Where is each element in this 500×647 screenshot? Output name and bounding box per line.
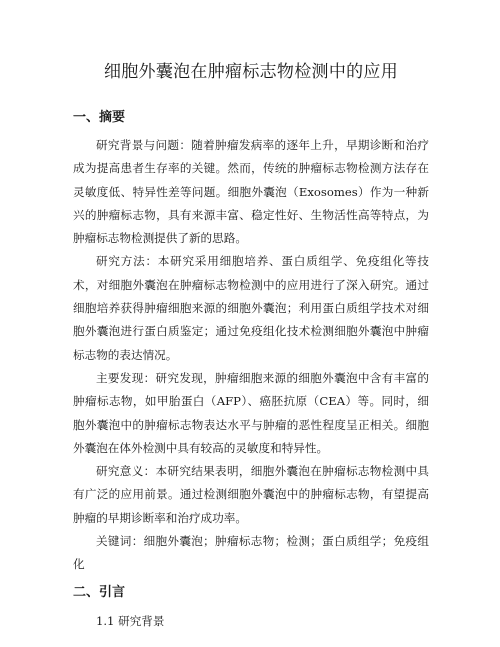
section-heading-introduction: 二、引言 [73,584,126,600]
subsection-heading-background: 1.1 研究背景 [96,613,165,628]
abstract-methods-paragraph: 研究方法：本研究采用细胞培养、蛋白质组学、免疫组化等技术，对细胞外囊泡在肿瘤标志物检测中的应用进行了深入研究。通过细胞培养获得肿瘤细胞来源的细胞外囊泡；利用蛋白质组学技术对细胞外囊泡进行蛋白质鉴定；通过免疫组化技术检测细胞外囊泡中肿瘤标志物的表达情况。 [73,254,429,362]
abstract-keywords-paragraph: 关键词：细胞外囊泡；肿瘤标志物；检测；蛋白质组学；免疫组化 [73,534,429,572]
abstract-significance-paragraph: 研究意义：本研究结果表明，细胞外囊泡在肿瘤标志物检测中具有广泛的应用前景。通过检测细胞外囊泡中的肿瘤标志物，有望提高肿瘤的早期诊断率和治疗成功率。 [73,464,429,525]
abstract-background-paragraph: 研究背景与问题：随着肿瘤发病率的逐年上升，早期诊断和治疗成为提高患者生存率的关键。然而，传统的肿瘤标志物检测方法存在灵敏度低、特异性差等问题。细胞外囊泡（Exosomes）作为一种新兴的肿瘤标志物，具有来源丰富、稳定性好、生物活性高等特点，为肿瘤标志物检测提供了新的思路。 [73,138,429,246]
document-title: 细胞外囊泡在肿瘤标志物检测中的应用 [103,62,399,82]
abstract-findings-paragraph: 主要发现：研究发现，肿瘤细胞来源的细胞外囊泡中含有丰富的肿瘤标志物，如甲胎蛋白（AFP）、癌胚抗原（CEA）等。同时，细胞外囊泡中的肿瘤标志物表达水平与肿瘤的恶性程度呈正相关。细胞外囊泡在体外检测中具有较高的灵敏度和特异性。 [73,370,429,455]
document-page [73,58,429,633]
section-heading-abstract: 一、摘要 [73,110,126,125]
